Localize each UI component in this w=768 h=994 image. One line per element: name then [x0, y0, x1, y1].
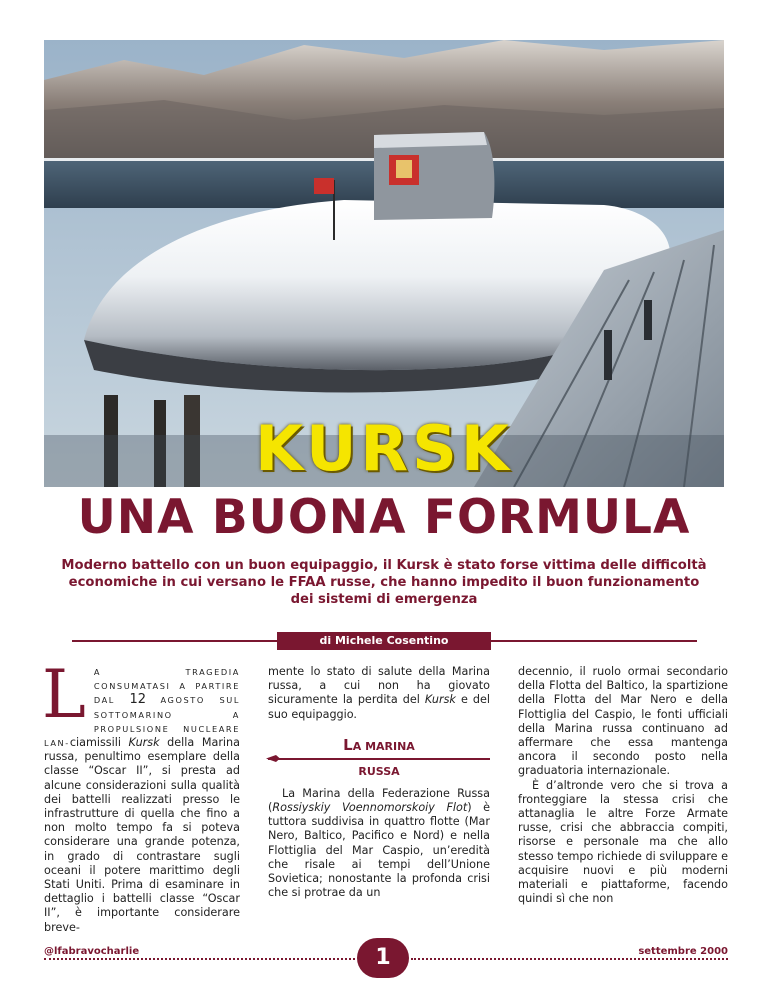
paragraph-2b: e del suo equipaggio.	[268, 693, 490, 721]
page-number: 1	[357, 938, 409, 978]
footer-date: settembre 2000	[638, 946, 728, 957]
drop-cap: L	[42, 656, 86, 733]
pen-nib-icon	[266, 754, 280, 763]
section-rule	[268, 758, 490, 760]
kicker-title: KURSK	[255, 412, 513, 485]
byline-rule-left	[72, 640, 277, 642]
article-column-3	[518, 665, 728, 906]
section-heading-initial: L	[343, 735, 353, 754]
kursk-name: Kursk	[128, 736, 160, 750]
intro-smallcaps: A TRAGEDIA CONSUMATASI A PARTIRE DAL	[93, 667, 240, 706]
footer-handle: @lfabravocharlie	[44, 946, 140, 957]
footer-dots-left	[44, 958, 355, 960]
article-column-2	[268, 665, 490, 900]
paragraph-1b: della Marina russa, penultimo esemplare della classe “Oscar II”, si presta ad alcune considerazioni sulla qualità dei battelli realizzati presso le infrastrutture di quella che fino a non molto tempo fa si poteva considerare una grande potenza, in grado di contrastare sugli oceani il potere marittimo degli Stati Uniti. Prima di esaminare in dettaglio i battelli classe “Oscar II”, è importante considerare breve-	[44, 736, 240, 934]
section-subheading: RUSSA	[358, 764, 400, 778]
subtitle: Moderno battello con un buon equipaggio, il Kursk è stato forse vittima delle difficoltà economiche in cui versano le FFAA russe, che hanno impedito il buon funzionamento dei sistemi di emergenza	[61, 558, 707, 607]
paragraph-1a: ciamissili	[69, 736, 129, 750]
kursk-name-2: Kursk	[424, 693, 456, 707]
article-column-1	[42, 656, 240, 935]
paragraph-5: È d’altronde vero che si trova a fronteggiare la stessa crisi che attanaglia le altre Forze Armate russe, crisi che abbraccia compiti, risorse e personale ma che allo stesso tempo richiede di sviluppare e acquisire nuovi e più moderni materiali e piattaforme, facendo quindi sì che non	[518, 778, 728, 906]
footer-dots-right	[411, 958, 728, 960]
intro-date-day: 12	[129, 692, 146, 708]
intro-smallcaps-2: AGOSTO SUL SOTTOMARINO A PROPULSIONE NUCLEARE LAN-	[44, 695, 240, 749]
page-title: UNA BUONA FORMULA	[77, 490, 691, 545]
paragraph-3a: La Marina della Federazione Russa (	[268, 786, 490, 814]
author-byline: di Michele Cosentino	[277, 632, 491, 650]
paragraph-4: decennio, il ruolo ormai secondario della Flotta del Baltico, la spartizione della Flotta del Mar Nero e della Flottiglia del Caspio, le fonti ufficiali della Marina russa continuano ad affermare che essa mantenga ancora il secondo posto nella graduatoria internazionale.	[518, 665, 728, 778]
section-heading	[268, 735, 490, 754]
paragraph-3b: ) è tuttora suddivisa in quattro flotte (Mar Nero, Baltico, Pacifico e Nord) e nella Flottiglia del Mar Caspio, un’eredità che risale ai tempi dell’Unione Sovietica; nonostante la profonda crisi che si protrae da un	[268, 800, 490, 900]
section-heading-text: A MARINA	[352, 739, 415, 753]
byline-rule-right	[491, 640, 697, 642]
paragraph-2a: mente lo stato di salute della Marina russa, a cui non ha giovato sicuramente la perdita del	[268, 665, 490, 707]
navy-name: Rossiyskiy Voennomorskoiy Flot	[272, 800, 468, 814]
